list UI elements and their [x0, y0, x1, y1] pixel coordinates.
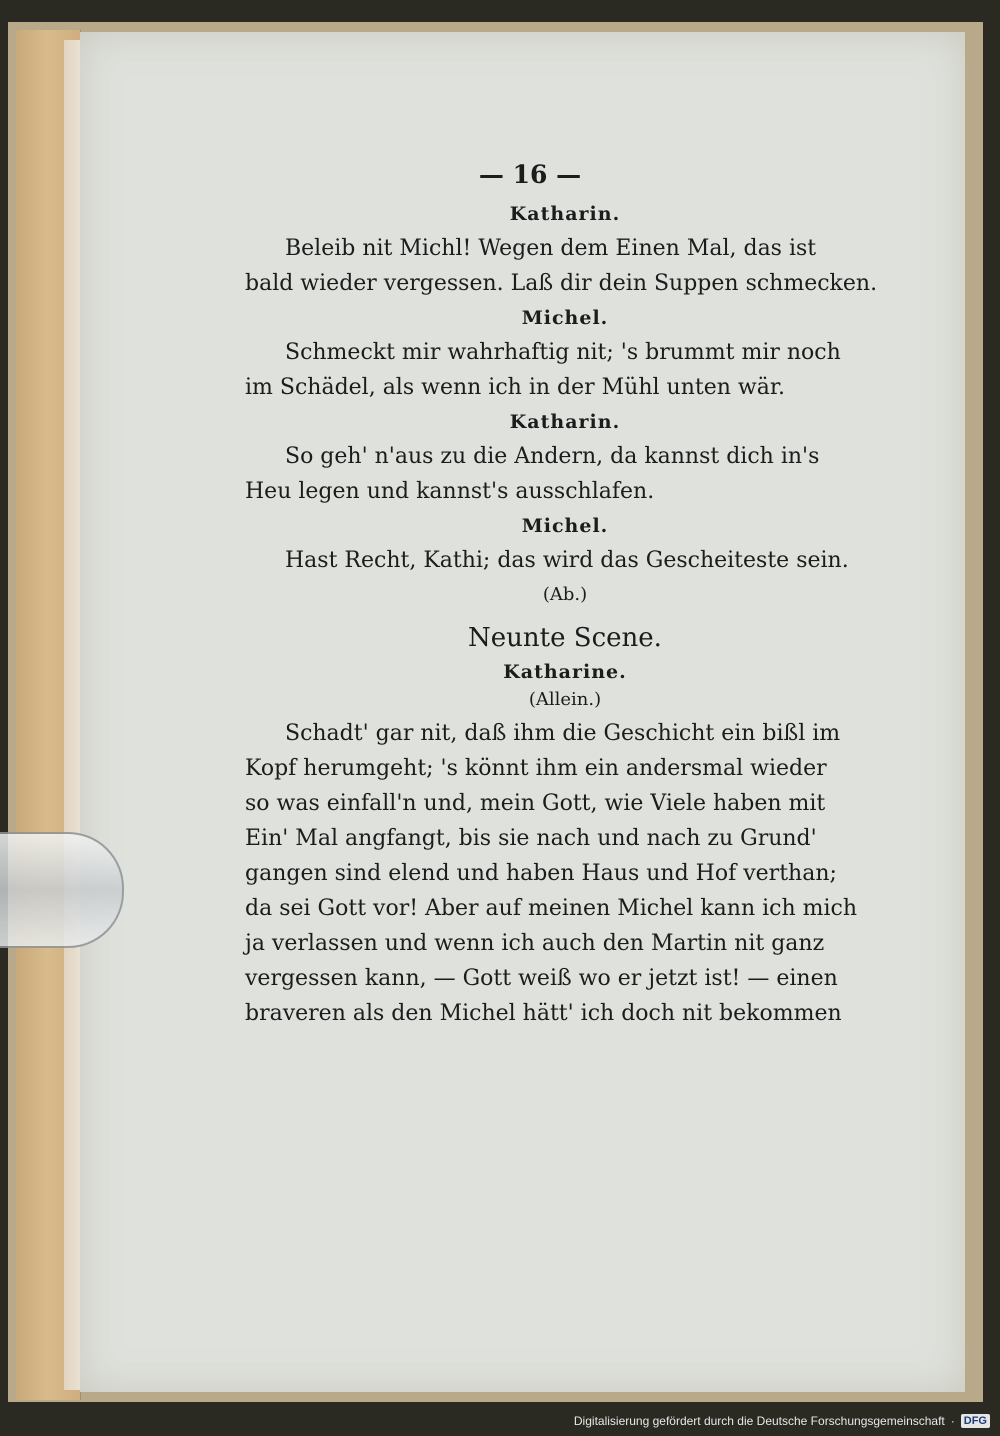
speech-line: So geh' n'aus zu die Andern, da kannst dich in's [285, 444, 820, 469]
speech-line: Ein' Mal angfangt, bis sie nach und nach zu Grund' [245, 826, 817, 851]
dfg-logo-icon: DFG [961, 1414, 990, 1428]
speech-line: Kopf herumgeht; 's könnt ihm ein andersmal wieder [245, 756, 827, 781]
speech-line: braveren als den Michel hätt' ich doch nit bekommen [245, 1001, 842, 1026]
footer-separator: · [950, 1414, 955, 1428]
speech-line: so was einfall'n und, mein Gott, wie Viele haben mit [245, 791, 826, 816]
play-text-blocks [245, 203, 885, 1031]
speech-line: Heu legen und kannst's ausschlafen. [245, 479, 655, 504]
stage-direction: (Ab.) [542, 584, 588, 605]
stage-direction: (Allein.) [528, 689, 602, 710]
speaker-name: Michel. [521, 307, 609, 329]
speech-line: Hast Recht, Kathi; das wird das Gescheiteste sein. [285, 548, 849, 573]
speech-line: Schadt' gar nit, daß ihm die Geschicht ein bißl im [285, 721, 841, 746]
speaker-name: Katharin. [509, 411, 621, 433]
speech-line: im Schädel, als wenn ich in der Mühl unten wär. [245, 375, 785, 400]
speech-line: bald wieder vergessen. Laß dir dein Suppen schmecken. [245, 271, 878, 296]
page-number: — 16 — [478, 160, 582, 189]
speech-line: da sei Gott vor! Aber auf meinen Michel kann ich mich [245, 896, 858, 921]
speech-line: ja verlassen und wenn ich auch den Martin nit ganz [245, 931, 825, 956]
scene-heading: Neunte Scene. [468, 623, 662, 653]
footer [574, 1412, 990, 1430]
footer-credit: Digitalisierung gefördert durch die Deutsche Forschungsgemeinschaft [573, 1414, 945, 1428]
speech-line: vergessen kann, — Gott weiß wo er jetzt ist! — einen [245, 966, 838, 991]
speech-line: Schmeckt mir wahrhaftig nit; 's brummt mir noch [285, 340, 841, 365]
speaker-name: Katharine. [503, 661, 627, 683]
speech-line: Beleib nit Michl! Wegen dem Einen Mal, das ist [285, 236, 817, 261]
speaker-name: Michel. [521, 515, 609, 537]
speech-line: gangen sind elend und haben Haus und Hof verthan; [245, 861, 837, 886]
page-clip [0, 832, 124, 948]
page-text [245, 160, 885, 1031]
speaker-name: Katharin. [509, 203, 621, 225]
